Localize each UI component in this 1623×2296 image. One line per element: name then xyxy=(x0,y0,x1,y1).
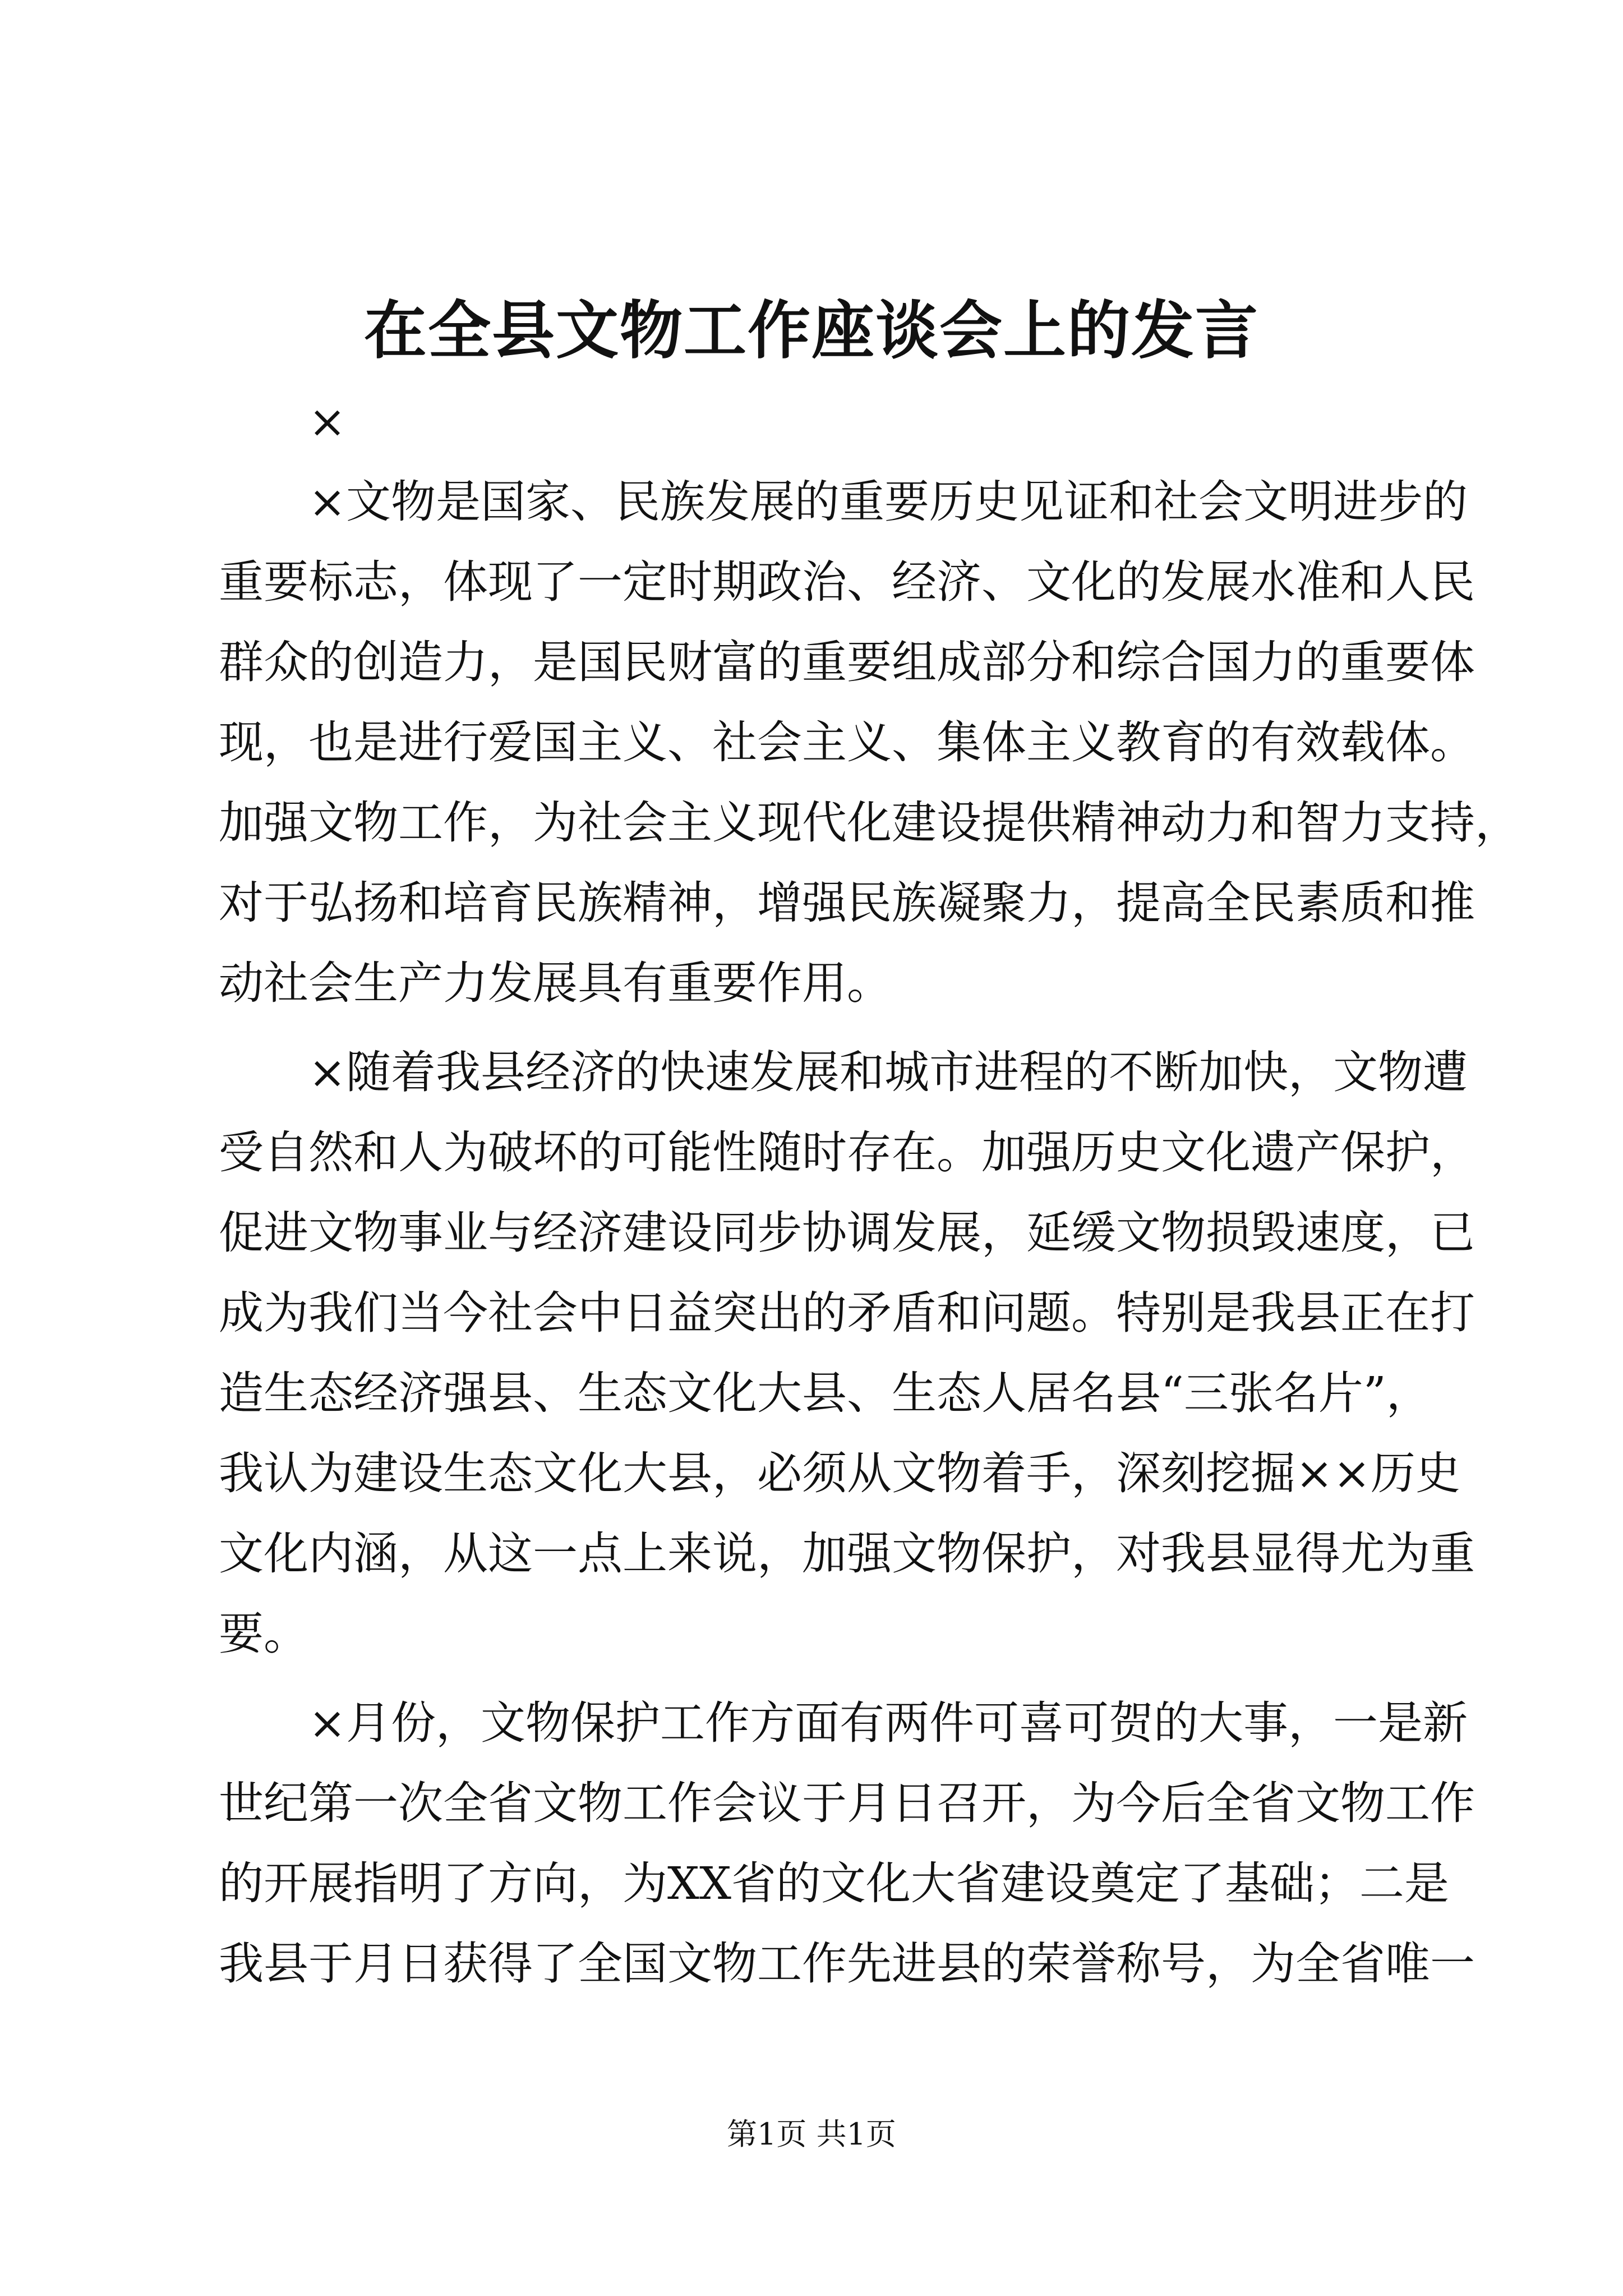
paragraph-line: 的开展指明了方向，为XX省的文化大省建设奠定了基础；二是 xyxy=(219,1857,1449,1910)
page-number-footer: 第1页 共1页 xyxy=(727,2116,896,2152)
paragraph-line: 成为我们当今社会中日益突出的矛盾和问题。特别是我县正在打 xyxy=(219,1287,1475,1339)
paragraph-line: 对于弘扬和培育民族精神，增强民族凝聚力，提高全民素质和推 xyxy=(219,877,1475,929)
paragraph-line: ×月份，文物保护工作方面有两件可喜可贺的大事，一是新 xyxy=(308,1697,1468,1749)
paragraph-line: 重要标志，体现了一定时期政治、经济、文化的发展水准和人民 xyxy=(219,556,1475,608)
document-body xyxy=(219,381,1520,2004)
paragraph-line: 动社会生产力发展具有重要作用。 xyxy=(219,957,892,1009)
paragraph-line: 现，也是进行爱国主义、社会主义、集体主义教育的有效载体。 xyxy=(219,716,1475,769)
paragraph-line: 要。 xyxy=(219,1608,308,1660)
paragraph-line: ×文物是国家、民族发展的重要历史见证和社会文明进步的 xyxy=(308,476,1468,528)
paragraph-line: 受自然和人为破坏的可能性随时存在。加强历史文化遗产保护， xyxy=(219,1126,1475,1179)
paragraph-line: 世纪第一次全省文物工作会议于月日召开，为今后全省文物工作 xyxy=(219,1777,1475,1829)
paragraph-line: 文化内涵，从这一点上来说，加强文物保护，对我县显得尤为重 xyxy=(219,1527,1475,1580)
paragraph-line: 群众的创造力，是国民财富的重要组成部分和综合国力的重要体 xyxy=(219,636,1475,688)
document-title: 在全县文物工作座谈会上的发言 xyxy=(364,294,1259,367)
paragraph-line: 造生态经济强县、生态文化大县、生态人居名县“三张名片”， xyxy=(219,1367,1431,1419)
paragraph-line: 我县于月日获得了全国文物工作先进县的荣誉称号，为全省唯一 xyxy=(219,1938,1475,1990)
paragraph-line: × xyxy=(308,395,347,448)
paragraph-line: 促进文物事业与经济建设同步协调发展，延缓文物损毁速度，已 xyxy=(219,1207,1475,1259)
paragraph-line: 我认为建设生态文化大县，必须从文物着手，深刻挖掘××历史 xyxy=(219,1447,1461,1499)
paragraph-line: 加强文物工作，为社会主义现代化建设提供精神动力和智力支持， xyxy=(219,797,1520,849)
paragraph-line: ×随着我县经济的快速发展和城市进程的不断加快，文物遭 xyxy=(308,1046,1468,1098)
